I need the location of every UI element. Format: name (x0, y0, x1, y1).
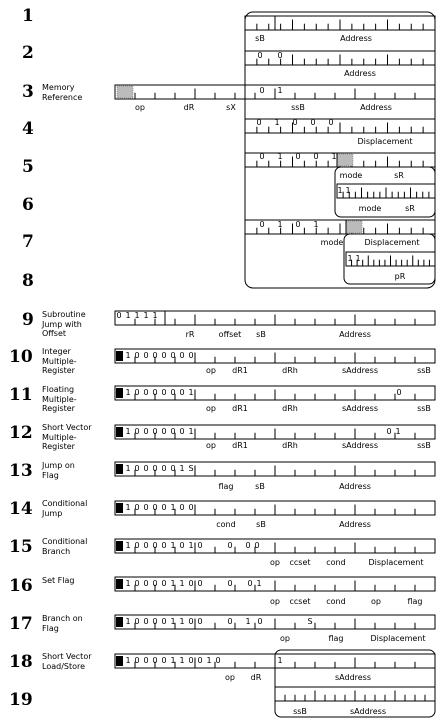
bit-value: 1 (188, 388, 194, 397)
bit-one-filled (116, 351, 123, 361)
bit-one-filled (116, 503, 123, 513)
field-label: sAddress (341, 441, 379, 450)
bit-value: 0 (170, 388, 176, 397)
bit-value: 0 (254, 541, 260, 550)
bit-value: 0 (197, 541, 203, 550)
bit-value: 0 (161, 579, 167, 588)
format-description: Short Vector Multiple- Register (42, 423, 92, 451)
bit-value: 0 (179, 351, 185, 360)
field-label: flag (407, 597, 423, 606)
bit-value: 0 (328, 118, 334, 127)
bit-value: 0 (188, 656, 194, 665)
field-label: op (206, 441, 216, 450)
bit-value: 0 (134, 388, 140, 397)
row-number: 4 (22, 119, 34, 139)
bit-value: 0 (170, 427, 176, 436)
bit-value: 1 (347, 254, 353, 263)
row-number: 16 (9, 576, 33, 596)
bit-value: 0 (152, 388, 158, 397)
field-label: sB (256, 520, 266, 529)
field-label: ssB (291, 103, 305, 112)
bit-value: S (307, 617, 313, 626)
bit-value: 1 (256, 579, 262, 588)
bit-value: 0 (161, 427, 167, 436)
bit-value: 0 (152, 464, 158, 473)
bit-value: 0 (295, 220, 301, 229)
bit-one-filled (116, 579, 123, 589)
bit-value: 1 (179, 464, 185, 473)
bit-value: 0 (179, 388, 185, 397)
bit-value: 1 (206, 656, 212, 665)
bit-value: 0 (134, 617, 140, 626)
bit-value: 0 (134, 579, 140, 588)
bit-value: 0 (386, 427, 392, 436)
bit-value: 1 (274, 118, 280, 127)
field-label: dR (183, 103, 195, 112)
field-label: Displacement (364, 238, 420, 247)
field-label: Displacement (368, 558, 424, 567)
field-label: mode (358, 204, 382, 213)
bit-value: 0 (143, 617, 149, 626)
bit-value: 0 (143, 351, 149, 360)
unused-field (117, 86, 133, 98)
row-number: 18 (9, 652, 33, 672)
bit-value: 0 (277, 51, 283, 60)
bit-value: 1 (277, 86, 283, 95)
bit-value: 0 (188, 503, 194, 512)
bit-one-filled (116, 427, 123, 437)
bit-value: 0 (161, 656, 167, 665)
bit-value: 0 (188, 579, 194, 588)
field-label: sB (255, 34, 265, 43)
row-number: 19 (9, 690, 33, 710)
field-label: sB (256, 330, 266, 339)
bit-one-filled (116, 388, 123, 398)
field-label: dR1 (232, 404, 248, 413)
field-label: Address (339, 482, 371, 491)
format-description: Conditional Branch (42, 537, 88, 556)
bit-value: 0 (134, 427, 140, 436)
bit-value: 1 (125, 656, 131, 665)
bit-value: 0 (143, 388, 149, 397)
bit-value: 0 (152, 351, 158, 360)
bit-value: 0 (134, 541, 140, 550)
field-label: Address (339, 330, 371, 339)
field-label: pR (394, 272, 406, 281)
bit-value: 1 (125, 503, 131, 512)
bit-value: 1 (395, 427, 401, 436)
bit-value: 0 (215, 656, 221, 665)
bit-value: 0 (197, 579, 203, 588)
bit-value: 0 (143, 503, 149, 512)
bit-value: 0 (152, 503, 158, 512)
bit-value: 1 (125, 541, 131, 550)
bit-value: 1 (134, 311, 140, 320)
format-description: Short Vector Load/Store (42, 652, 92, 671)
field-label: Address (344, 69, 376, 78)
bit-one-filled (116, 541, 123, 551)
row-number: 15 (9, 537, 33, 557)
bit-value: 0 (188, 351, 194, 360)
bit-one-filled (116, 656, 123, 666)
bit-value: 0 (161, 503, 167, 512)
bit-value: 0 (310, 118, 316, 127)
row-number: 11 (9, 385, 33, 405)
bit-value: 0 (259, 152, 265, 161)
bit-value: 1 (277, 656, 283, 665)
bit-value: 0 (247, 579, 253, 588)
row-number: 5 (22, 157, 34, 177)
bit-value: 0 (179, 427, 185, 436)
field-label: ccset (289, 597, 311, 606)
bit-value: 0 (197, 617, 203, 626)
format-description: Conditional Jump (42, 499, 88, 518)
bit-value: 0 (227, 579, 233, 588)
field-label: op (206, 366, 216, 375)
bit-value: 0 (188, 617, 194, 626)
format-description: Jump on Flag (42, 461, 75, 480)
bit-value: 0 (134, 656, 140, 665)
bit-value: 0 (227, 617, 233, 626)
bit-value: 0 (170, 464, 176, 473)
row-number: 14 (9, 499, 33, 519)
row-number: 17 (9, 614, 33, 634)
field-label: cond (326, 597, 346, 606)
bit-value: 1 (170, 617, 176, 626)
bit-value: 1 (170, 541, 176, 550)
bit-value: 0 (116, 311, 122, 320)
bit-value: 1 (337, 186, 343, 195)
field-label: dR (250, 673, 262, 682)
field-label: ccset (289, 558, 311, 567)
bit-value: 1 (188, 541, 194, 550)
bit-value: 0 (143, 541, 149, 550)
bit-value: 0 (143, 427, 149, 436)
format-description: Branch on Flag (42, 614, 83, 633)
bit-value: 0 (295, 152, 301, 161)
field-label: Address (339, 520, 371, 529)
bit-value: 0 (245, 541, 251, 550)
field-label: sR (405, 204, 415, 213)
bit-value: S (188, 464, 194, 473)
field-label: mode (339, 171, 363, 180)
bit-one-filled (116, 617, 123, 627)
bit-one-filled (116, 464, 123, 474)
field-label: ssB (417, 404, 431, 413)
field-label: op (280, 634, 290, 643)
row-number: 8 (22, 271, 34, 291)
bit-value: 0 (161, 351, 167, 360)
field-label: sAddress (341, 366, 379, 375)
bit-value: 0 (292, 118, 298, 127)
bit-value: 0 (313, 152, 319, 161)
field-label: op (270, 597, 280, 606)
bit-value: 0 (170, 351, 176, 360)
field-label: op (225, 673, 235, 682)
bit-value: 1 (143, 311, 149, 320)
bit-value: 0 (152, 656, 158, 665)
field-label: sB (255, 482, 265, 491)
field-label: Address (340, 34, 372, 43)
field-label: cond (216, 520, 236, 529)
field-label: flag (218, 482, 234, 491)
field-label: sAddress (341, 404, 379, 413)
bit-value: 1 (355, 254, 361, 263)
bit-value: 0 (396, 388, 402, 397)
bit-value: 0 (143, 464, 149, 473)
field-label: dRh (282, 441, 298, 450)
bit-value: 0 (161, 464, 167, 473)
field-label: ssB (417, 441, 431, 450)
field-label: dRh (282, 404, 298, 413)
unused-field (346, 221, 362, 233)
bit-value: 1 (331, 152, 337, 161)
bit-value: 0 (161, 541, 167, 550)
field-label: dR1 (232, 441, 248, 450)
bit-value: 0 (179, 541, 185, 550)
bit-value: 1 (170, 656, 176, 665)
row-number: 6 (22, 195, 34, 215)
field-label: rR (185, 330, 195, 339)
bit-value: 1 (188, 427, 194, 436)
field-label: op (371, 597, 381, 606)
bit-value: 1 (277, 152, 283, 161)
field-label: Displacement (370, 634, 426, 643)
bit-value: 1 (125, 617, 131, 626)
field-label: op (270, 558, 280, 567)
bit-value: 0 (259, 86, 265, 95)
bit-value: 0 (134, 464, 140, 473)
field-label: Displacement (357, 137, 413, 146)
field-label: ssB (293, 707, 307, 716)
bit-value: 1 (179, 617, 185, 626)
row-number: 13 (9, 461, 33, 481)
bit-value: 1 (313, 220, 319, 229)
bit-value: 1 (125, 464, 131, 473)
bit-value: 0 (259, 220, 265, 229)
bit-value: 0 (143, 656, 149, 665)
bit-value: 1 (170, 503, 176, 512)
bit-value: 1 (277, 220, 283, 229)
row-number: 3 (22, 82, 34, 102)
unused-field (337, 154, 353, 166)
field-label: flag (328, 634, 344, 643)
bit-value: 1 (125, 427, 131, 436)
field-label: mode (320, 238, 344, 247)
bit-value: 1 (245, 617, 251, 626)
field-label: offset (218, 330, 242, 339)
field-label: sR (394, 171, 404, 180)
bit-value: 0 (161, 388, 167, 397)
format-description: Subroutine Jump with Offset (42, 310, 86, 338)
bit-value: 1 (125, 388, 131, 397)
field-label: sX (226, 103, 236, 112)
bit-value: 0 (197, 656, 203, 665)
bit-value: 0 (257, 51, 263, 60)
row-number: 7 (22, 232, 34, 252)
bit-value: 0 (152, 541, 158, 550)
row-number: 2 (22, 43, 34, 63)
bit-value: 0 (227, 541, 233, 550)
bit-value: 1 (125, 351, 131, 360)
bit-value: 1 (345, 186, 351, 195)
field-label: op (206, 404, 216, 413)
field-label: sAddress (349, 707, 387, 716)
bit-value: 1 (125, 311, 131, 320)
bit-value: 0 (143, 579, 149, 588)
bit-value: 0 (152, 617, 158, 626)
field-label: Address (360, 103, 392, 112)
bit-value: 0 (256, 118, 262, 127)
bit-value: 1 (179, 656, 185, 665)
bit-value: 0 (134, 351, 140, 360)
field-label: ssB (417, 366, 431, 375)
row-number: 10 (9, 347, 33, 367)
bit-value: 0 (152, 579, 158, 588)
row-number: 12 (9, 423, 33, 443)
field-label: sAddress (334, 673, 372, 682)
bit-value: 1 (179, 579, 185, 588)
bit-value: 0 (152, 427, 158, 436)
bit-value: 1 (125, 579, 131, 588)
format-description: Memory Reference (42, 83, 83, 102)
bit-value: 1 (152, 311, 158, 320)
field-label: dR1 (232, 366, 248, 375)
bit-value: 0 (257, 617, 263, 626)
bit-value: 1 (170, 579, 176, 588)
bit-value: 0 (134, 503, 140, 512)
format-description: Set Flag (42, 576, 75, 585)
row-number: 9 (22, 310, 34, 330)
field-label: op (135, 103, 145, 112)
field-label: cond (326, 558, 346, 567)
field-label: dRh (282, 366, 298, 375)
row-number: 1 (22, 6, 34, 26)
format-description: Floating Multiple- Register (42, 385, 77, 413)
bit-value: 0 (161, 617, 167, 626)
bit-value: 0 (179, 503, 185, 512)
format-description: Integer Multiple- Register (42, 347, 77, 375)
